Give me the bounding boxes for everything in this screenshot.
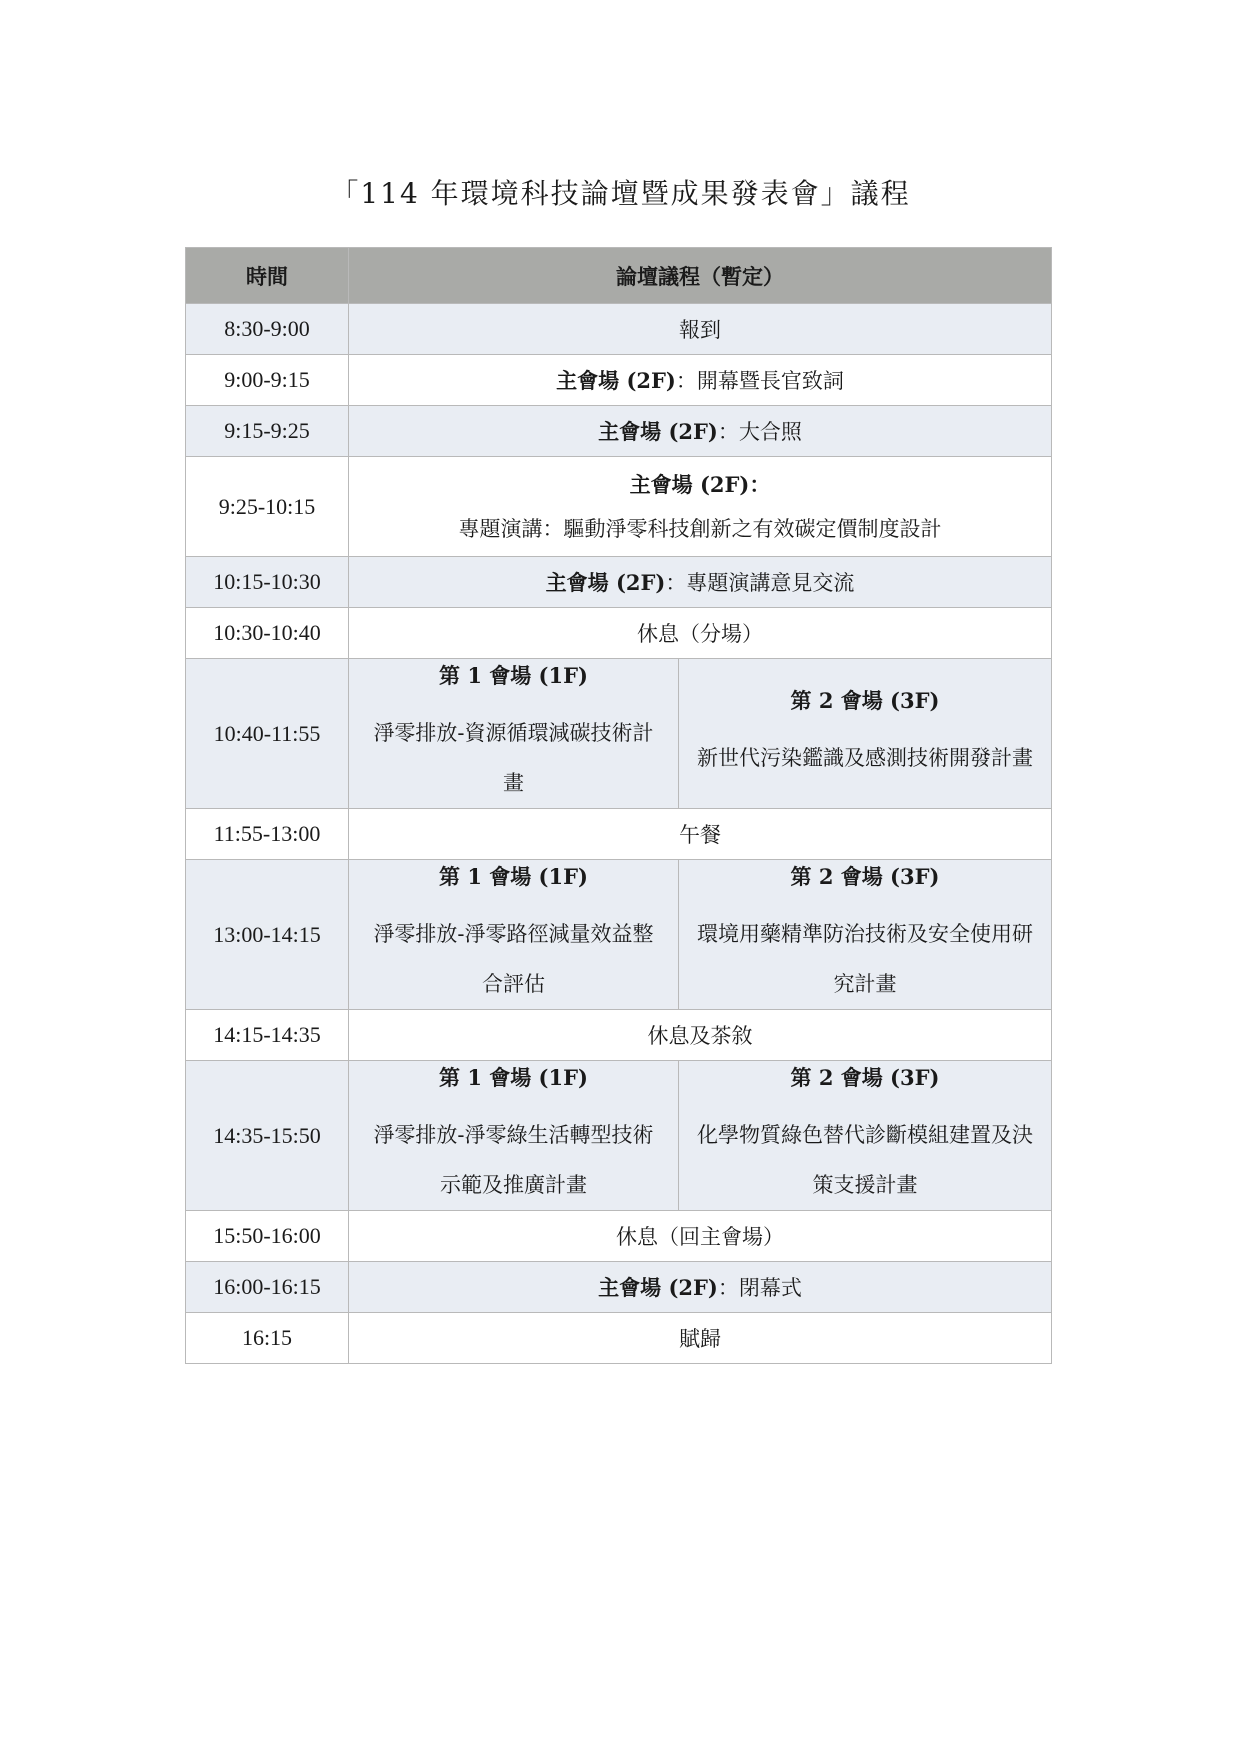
session-1-title: 第 1 會場 (1F) xyxy=(439,863,588,889)
table-row xyxy=(186,1211,1052,1262)
time-cell: 16:15 xyxy=(186,1313,349,1364)
session-2-cell xyxy=(679,1061,1052,1211)
agenda-text: ：開幕暨長官致詞 xyxy=(675,369,844,393)
time-cell: 13:00-14:15 xyxy=(186,860,349,1010)
time-cell: 14:15-14:35 xyxy=(186,1010,349,1061)
header-agenda: 論壇議程（暫定） xyxy=(349,248,1052,304)
table-row xyxy=(186,659,1052,809)
venue-label: 主會場 (2F) xyxy=(545,570,666,595)
table-row xyxy=(186,1061,1052,1211)
venue-label: 主會場 (2F) xyxy=(556,368,676,393)
time-cell: 8:30-9:00 xyxy=(186,304,349,355)
time-cell: 14:35-15:50 xyxy=(186,1061,349,1211)
table-row xyxy=(186,860,1052,1010)
agenda-text: ：大合照 xyxy=(717,420,802,444)
session-2-title: 第 2 會場 (3F) xyxy=(790,687,940,713)
session-1-title: 第 1 會場 (1F) xyxy=(439,1064,588,1090)
agenda-cell: 報到 xyxy=(349,304,1052,355)
agenda-cell xyxy=(349,457,1052,557)
agenda-cell: 休息（回主會場） xyxy=(349,1211,1052,1262)
session-1-topic: 淨零排放-淨零路徑減量效益整合評估 xyxy=(373,921,654,996)
table-header-row xyxy=(186,248,1052,304)
agenda-cell: 賦歸 xyxy=(349,1313,1052,1364)
agenda-cell: 休息及茶敘 xyxy=(349,1010,1052,1061)
table-row xyxy=(186,809,1052,860)
table-row xyxy=(186,1313,1052,1364)
agenda-table xyxy=(185,247,1052,1364)
page-title: 「114 年環境科技論壇暨成果發表會」議程 xyxy=(330,177,911,210)
agenda-text: ：專題演講意見交流 xyxy=(665,571,855,595)
session-2-cell xyxy=(679,860,1052,1010)
agenda-cell: 休息（分場） xyxy=(349,608,1052,659)
time-cell: 10:40-11:55 xyxy=(186,659,349,809)
session-1-topic: 淨零排放-資源循環減碳技術計畫 xyxy=(373,720,654,795)
agenda-cell xyxy=(349,355,1052,406)
keynote-text: 專題演講：驅動淨零科技創新之有效碳定價制度設計 xyxy=(458,516,942,541)
venue-label: 主會場 (2F) xyxy=(598,419,718,444)
agenda-cell xyxy=(349,406,1052,457)
venue-label: 主會場 (2F) xyxy=(598,1275,718,1300)
time-cell: 10:15-10:30 xyxy=(186,557,349,608)
time-cell: 16:00-16:15 xyxy=(186,1262,349,1313)
time-cell: 9:25-10:15 xyxy=(186,457,349,557)
session-1-cell xyxy=(349,1061,679,1211)
session-1-cell xyxy=(349,659,679,809)
agenda-cell xyxy=(349,1262,1052,1313)
session-1-topic: 淨零排放-淨零綠生活轉型技術示範及推廣計畫 xyxy=(373,1122,654,1197)
session-2-topic: 環境用藥精準防治技術及安全使用研究計畫 xyxy=(697,921,1033,996)
table-row xyxy=(186,1010,1052,1061)
agenda-cell: 午餐 xyxy=(349,809,1052,860)
session-2-title: 第 2 會場 (3F) xyxy=(790,863,940,889)
table-row xyxy=(186,406,1052,457)
session-1-title: 第 1 會場 (1F) xyxy=(439,662,588,688)
venue-label: 主會場 (2F)： xyxy=(629,471,771,497)
session-2-topic: 化學物質綠色替代診斷模組建置及決策支援計畫 xyxy=(697,1122,1033,1197)
time-cell: 15:50-16:00 xyxy=(186,1211,349,1262)
header-time: 時間 xyxy=(186,248,349,304)
session-1-cell xyxy=(349,860,679,1010)
agenda-cell xyxy=(349,557,1052,608)
time-cell: 9:15-9:25 xyxy=(186,406,349,457)
session-2-title: 第 2 會場 (3F) xyxy=(790,1064,940,1090)
session-2-topic: 新世代污染鑑識及感測技術開發計畫 xyxy=(697,745,1033,770)
table-row xyxy=(186,457,1052,557)
time-cell: 9:00-9:15 xyxy=(186,355,349,406)
agenda-text: ：閉幕式 xyxy=(717,1276,802,1300)
table-row xyxy=(186,304,1052,355)
table-row xyxy=(186,355,1052,406)
session-2-cell xyxy=(679,659,1052,809)
table-row xyxy=(186,557,1052,608)
time-cell: 11:55-13:00 xyxy=(186,809,349,860)
table-row xyxy=(186,608,1052,659)
time-cell: 10:30-10:40 xyxy=(186,608,349,659)
table-row xyxy=(186,1262,1052,1313)
